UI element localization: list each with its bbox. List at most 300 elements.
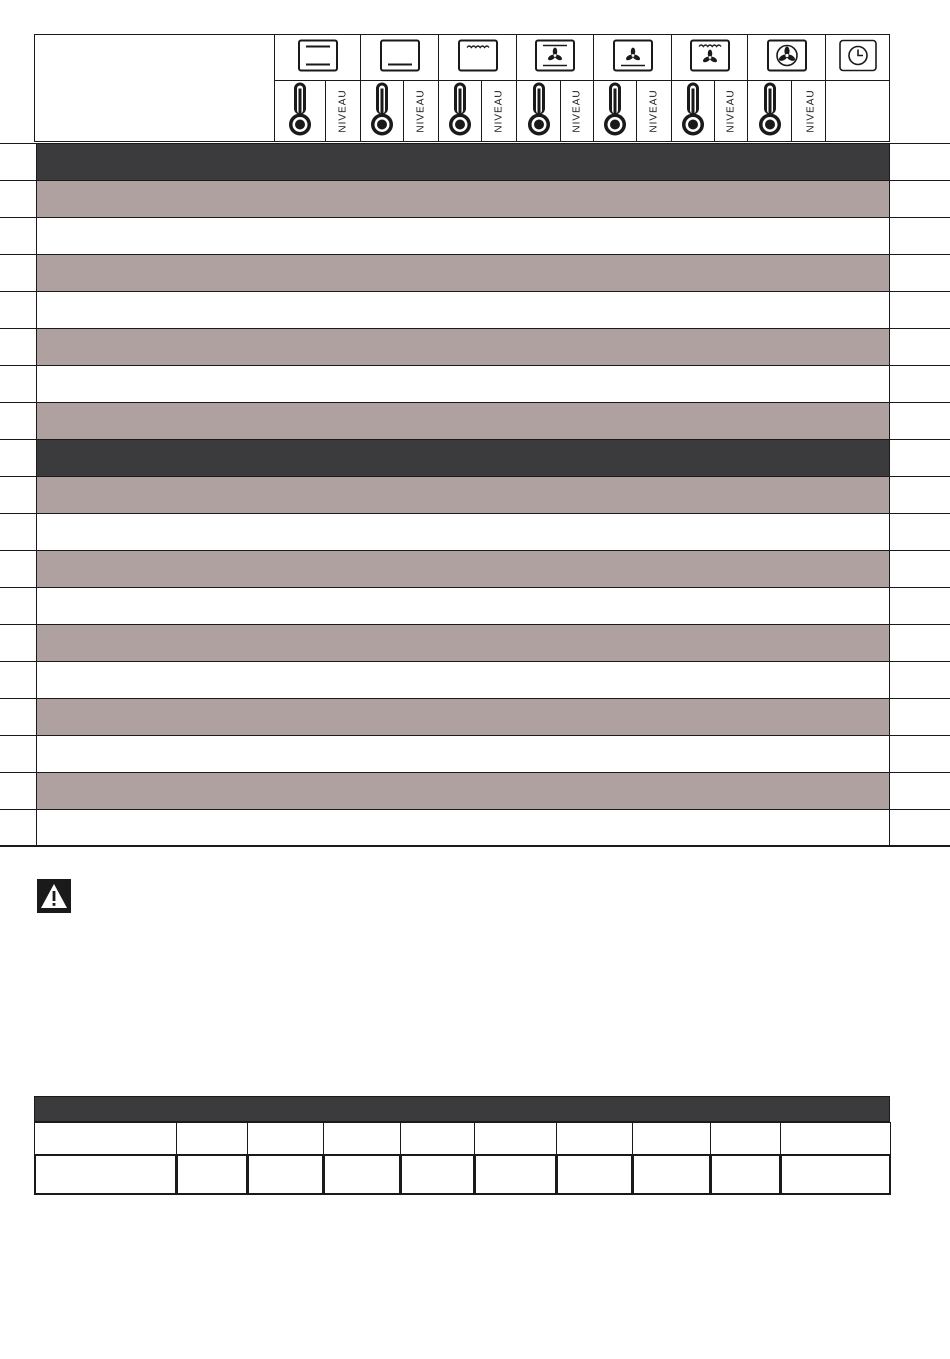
table-cell: [791, 144, 830, 181]
table-cell: [671, 144, 715, 181]
bottom-table-cell: [400, 1154, 475, 1195]
thermometer-icon: [680, 81, 706, 137]
table-cell: [325, 292, 361, 329]
table-cell: [671, 403, 715, 440]
table-cell: [360, 662, 404, 699]
function-icon-wrap: [379, 38, 421, 77]
table-cell: [714, 625, 748, 662]
table-cell: [829, 662, 890, 699]
table-cell: [438, 514, 482, 551]
niveau-header-cell: [714, 80, 748, 142]
table-cell: [560, 403, 594, 440]
table-cell: [636, 551, 672, 588]
table-cell: [360, 181, 404, 218]
table-cell: [325, 699, 361, 736]
table-cell: [671, 255, 715, 292]
table-cell: [274, 625, 326, 662]
table-cell: [714, 403, 748, 440]
bottom-table-cell: [474, 1154, 557, 1195]
table-cell: [325, 181, 361, 218]
table-cell: [438, 292, 482, 329]
table-cell: [671, 699, 715, 736]
table-cell: [747, 477, 792, 514]
table-cell: [274, 514, 326, 551]
table-cell: [516, 773, 561, 810]
table-cell: [274, 588, 326, 625]
table-cell: [403, 625, 439, 662]
table-cell: [403, 588, 439, 625]
table-cell: [671, 625, 715, 662]
table-cell: [747, 699, 792, 736]
thermometer-wrap: [602, 81, 628, 142]
table-cell: [360, 255, 404, 292]
table-cell: [325, 662, 361, 699]
table-cell: [438, 477, 482, 514]
thermometer-wrap: [757, 81, 783, 142]
table-cell: [360, 810, 404, 845]
thermometer-wrap: [287, 81, 313, 142]
table-cell: [714, 144, 748, 181]
row-label-cell: [36, 810, 275, 845]
table-cell: [360, 218, 404, 255]
table-cell: [636, 403, 672, 440]
table-cell: [791, 662, 830, 699]
table-cell: [481, 551, 517, 588]
table-cell: [829, 810, 890, 845]
table-cell: [791, 181, 830, 218]
temperature-header-cell: [671, 80, 715, 142]
table-cell: [360, 440, 404, 477]
table-cell: [360, 403, 404, 440]
table-cell: [714, 218, 748, 255]
table-cell: [636, 662, 672, 699]
table-cell: [274, 551, 326, 588]
table-cell: [438, 403, 482, 440]
table-cell: [360, 699, 404, 736]
timer-icon-wrap: [837, 38, 879, 77]
table-cell: [671, 773, 715, 810]
table-cell: [593, 403, 637, 440]
table-cell: [403, 477, 439, 514]
bottom-table-cell: [176, 1122, 248, 1155]
niveau-header-cell: [325, 80, 361, 142]
niveau-label: NIVEAU: [415, 89, 427, 133]
table-cell: [593, 699, 637, 736]
bottom-table-cell: [400, 1122, 475, 1155]
table-cell: [829, 144, 890, 181]
table-cell: [360, 625, 404, 662]
table-cell: [438, 181, 482, 218]
table-cell: [325, 514, 361, 551]
bottom-table-cell: [780, 1122, 891, 1155]
table-cell: [403, 218, 439, 255]
table-cell: [274, 736, 326, 773]
table-cell: [438, 440, 482, 477]
table-cell: [274, 181, 326, 218]
table-cell: [593, 773, 637, 810]
table-cell: [593, 588, 637, 625]
table-cell: [671, 551, 715, 588]
table-cell: [481, 292, 517, 329]
table-cell: [829, 440, 890, 477]
table-cell: [747, 514, 792, 551]
table-cell: [325, 218, 361, 255]
table-cell: [481, 773, 517, 810]
table-cell: [360, 292, 404, 329]
table-cell: [714, 329, 748, 366]
table-cell: [516, 588, 561, 625]
table-cell: [403, 810, 439, 845]
header-label-cell: [34, 34, 275, 142]
table-cell: [560, 329, 594, 366]
table-cell: [516, 514, 561, 551]
table-cell: [714, 773, 748, 810]
table-cell: [560, 662, 594, 699]
table-cell: [560, 625, 594, 662]
table-cell: [791, 218, 830, 255]
temperature-header-cell: [516, 80, 561, 142]
table-cell: [671, 181, 715, 218]
niveau-label: NIVEAU: [648, 89, 660, 133]
temperature-header-cell: [593, 80, 637, 142]
table-row: [0, 291, 950, 329]
table-cell: [791, 477, 830, 514]
table-cell: [636, 699, 672, 736]
table-cell: [747, 773, 792, 810]
thermometer-icon: [526, 81, 552, 137]
table-cell: [516, 366, 561, 403]
table-cell: [274, 773, 326, 810]
row-label-cell: [36, 440, 275, 477]
table-cell: [747, 181, 792, 218]
table-cell: [791, 366, 830, 403]
table-cell: [636, 255, 672, 292]
niveau-header-cell: [403, 80, 439, 142]
table-row: [0, 328, 950, 366]
table-cell: [593, 625, 637, 662]
table-cell: [593, 218, 637, 255]
table-cell: [593, 736, 637, 773]
bottom-table-cell: [556, 1122, 633, 1155]
table-cell: [636, 625, 672, 662]
table-cell: [274, 218, 326, 255]
table-cell: [829, 292, 890, 329]
function-header-cell: [360, 34, 439, 81]
table-cell: [560, 292, 594, 329]
function-icon-wrap: [534, 38, 576, 77]
table-row: [0, 365, 950, 403]
table-row: [0, 661, 950, 699]
table-cell: [403, 699, 439, 736]
table-cell: [438, 588, 482, 625]
table-cell: [438, 144, 482, 181]
table-cell: [274, 440, 326, 477]
thermometer-icon: [757, 81, 783, 137]
niveau-header-cell: [560, 80, 594, 142]
table-cell: [481, 477, 517, 514]
table-cell: [791, 773, 830, 810]
bottom-heat-icon: [379, 38, 421, 72]
table-cell: [516, 403, 561, 440]
section-header-row: [0, 439, 950, 477]
bottom-table-header: [34, 1096, 890, 1122]
table-cell: [636, 810, 672, 845]
table-cell: [438, 662, 482, 699]
row-label-cell: [36, 181, 275, 218]
table-cell: [438, 366, 482, 403]
table-row: [0, 254, 950, 292]
temperature-header-cell: [747, 80, 792, 142]
table-cell: [671, 292, 715, 329]
table-cell: [829, 477, 890, 514]
thermometer-icon: [602, 81, 628, 137]
row-label-cell: [36, 551, 275, 588]
table-cell: [747, 144, 792, 181]
table-cell: [747, 218, 792, 255]
table-cell: [791, 625, 830, 662]
table-row: [0, 772, 950, 810]
function-icon-wrap: [612, 38, 654, 77]
table-cell: [274, 329, 326, 366]
table-cell: [747, 662, 792, 699]
niveau-label: NIVEAU: [337, 89, 349, 133]
table-cell: [593, 810, 637, 845]
bottom-table-cell: [247, 1122, 324, 1155]
bottom-table-cell: [176, 1154, 248, 1195]
table-cell: [274, 810, 326, 845]
table-cell: [714, 477, 748, 514]
function-icon-wrap: [297, 38, 339, 77]
table-cell: [560, 366, 594, 403]
table-cell: [560, 551, 594, 588]
circular-fan-icon: [766, 38, 808, 72]
table-cell: [593, 440, 637, 477]
thermometer-wrap: [369, 81, 395, 142]
table-row: [0, 624, 950, 662]
table-row: [0, 513, 950, 551]
table-cell: [636, 366, 672, 403]
niveau-label: NIVEAU: [571, 89, 583, 133]
table-cell: [360, 144, 404, 181]
table-cell: [636, 773, 672, 810]
table-cell: [560, 255, 594, 292]
table-cell: [481, 588, 517, 625]
table-cell: [791, 329, 830, 366]
table-cell: [636, 144, 672, 181]
bottom-table-cell: [780, 1154, 891, 1195]
table-cell: [438, 255, 482, 292]
table-cell: [829, 403, 890, 440]
table-row: [0, 550, 950, 588]
table-cell: [747, 329, 792, 366]
table-cell: [560, 588, 594, 625]
table-cell: [593, 477, 637, 514]
table-cell: [714, 810, 748, 845]
table-cell: [560, 477, 594, 514]
table-cell: [747, 810, 792, 845]
fan-bottom-icon: [612, 38, 654, 72]
table-cell: [481, 255, 517, 292]
table-cell: [403, 329, 439, 366]
table-cell: [274, 477, 326, 514]
row-label-cell: [36, 736, 275, 773]
table-cell: [516, 218, 561, 255]
table-cell: [360, 773, 404, 810]
table-cell: [481, 181, 517, 218]
table-cell: [274, 292, 326, 329]
table-cell: [593, 514, 637, 551]
table-cell: [325, 736, 361, 773]
row-label-cell: [36, 144, 275, 181]
table-cell: [593, 255, 637, 292]
table-cell: [671, 736, 715, 773]
table-cell: [274, 403, 326, 440]
table-cell: [714, 181, 748, 218]
table-cell: [593, 181, 637, 218]
table-cell: [325, 403, 361, 440]
table-cell: [714, 292, 748, 329]
table-cell: [481, 366, 517, 403]
table-cell: [829, 588, 890, 625]
table-cell: [516, 181, 561, 218]
table-cell: [714, 514, 748, 551]
row-label-cell: [36, 403, 275, 440]
clock-icon: [837, 38, 879, 72]
niveau-header-cell: [636, 80, 672, 142]
table-cell: [325, 366, 361, 403]
table-cell: [560, 736, 594, 773]
bottom-table-cell: [710, 1154, 781, 1195]
table-cell: [829, 329, 890, 366]
bottom-table-cell: [34, 1154, 177, 1195]
row-label-cell: [36, 218, 275, 255]
table-cell: [516, 662, 561, 699]
table-cell: [325, 329, 361, 366]
bottom-table-cell: [34, 1122, 177, 1155]
table-row: [0, 809, 950, 847]
table-cell: [747, 366, 792, 403]
table-row: [0, 217, 950, 255]
table-cell: [325, 773, 361, 810]
table-cell: [636, 292, 672, 329]
table-cell: [481, 662, 517, 699]
table-cell: [829, 181, 890, 218]
table-cell: [274, 144, 326, 181]
bottom-table: [34, 1096, 890, 1196]
function-header-cell: [438, 34, 517, 81]
table-cell: [403, 662, 439, 699]
table-cell: [560, 181, 594, 218]
table-cell: [403, 403, 439, 440]
table-cell: [360, 514, 404, 551]
function-icon-wrap: [689, 38, 731, 77]
table-cell: [403, 292, 439, 329]
table-cell: [636, 588, 672, 625]
table-cell: [403, 366, 439, 403]
table-cell: [791, 810, 830, 845]
table-cell: [671, 440, 715, 477]
bottom-table-cell: [632, 1154, 711, 1195]
table-cell: [516, 255, 561, 292]
table-cell: [791, 736, 830, 773]
table-cell: [714, 588, 748, 625]
timer-header-cell: [825, 34, 890, 81]
row-label-cell: [36, 255, 275, 292]
table-cell: [791, 403, 830, 440]
table-cell: [481, 625, 517, 662]
table-cell: [325, 588, 361, 625]
fan-top-bottom-icon: [534, 38, 576, 72]
row-label-cell: [36, 514, 275, 551]
table-row: [0, 735, 950, 773]
table-cell: [593, 662, 637, 699]
table-cell: [516, 292, 561, 329]
bottom-table-cell: [323, 1122, 401, 1155]
thermometer-wrap: [526, 81, 552, 142]
table-cell: [481, 218, 517, 255]
table-cell: [360, 329, 404, 366]
grill-icon: [457, 38, 499, 72]
table-cell: [714, 440, 748, 477]
table-cell: [560, 810, 594, 845]
table-cell: [636, 218, 672, 255]
top-heat-icon: [297, 38, 339, 72]
table-cell: [593, 551, 637, 588]
table-row: [0, 587, 950, 625]
table-cell: [791, 551, 830, 588]
table-cell: [403, 551, 439, 588]
table-cell: [714, 736, 748, 773]
table-cell: [360, 736, 404, 773]
niveau-label: NIVEAU: [493, 89, 505, 133]
row-label-cell: [36, 625, 275, 662]
table-cell: [560, 144, 594, 181]
niveau-label: NIVEAU: [725, 89, 737, 133]
table-cell: [593, 144, 637, 181]
table-cell: [516, 144, 561, 181]
table-cell: [747, 588, 792, 625]
bottom-table-cell: [474, 1122, 557, 1155]
table-row: [0, 180, 950, 218]
table-cell: [325, 551, 361, 588]
table-cell: [481, 736, 517, 773]
function-header-cell: [671, 34, 748, 81]
table-cell: [516, 810, 561, 845]
table-cell: [325, 440, 361, 477]
table-cell: [829, 255, 890, 292]
table-cell: [438, 218, 482, 255]
table-cell: [403, 514, 439, 551]
table-cell: [747, 551, 792, 588]
table-cell: [747, 625, 792, 662]
table-cell: [714, 551, 748, 588]
table-cell: [671, 514, 715, 551]
table-cell: [636, 477, 672, 514]
table-cell: [403, 736, 439, 773]
table-cell: [516, 329, 561, 366]
table-cell: [829, 366, 890, 403]
table-cell: [636, 440, 672, 477]
temperature-header-cell: [274, 80, 326, 142]
table-row: [0, 402, 950, 440]
function-header-cell: [516, 34, 594, 81]
table-cell: [560, 440, 594, 477]
table-cell: [636, 181, 672, 218]
table-cell: [829, 625, 890, 662]
table-cell: [714, 255, 748, 292]
table-cell: [481, 699, 517, 736]
timer-sub-cell: [825, 80, 890, 142]
